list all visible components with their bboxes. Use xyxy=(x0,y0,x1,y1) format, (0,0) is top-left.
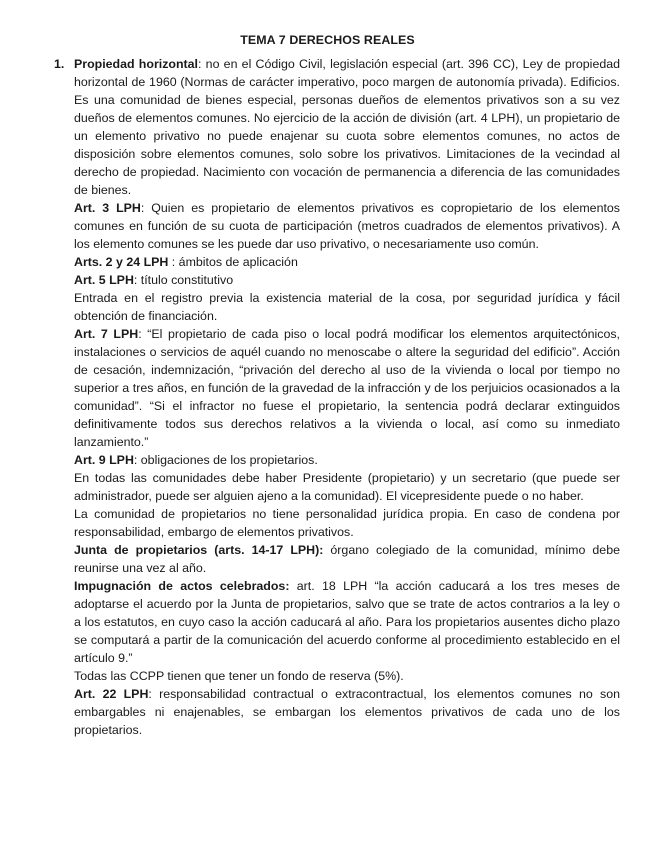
item-heading: Propiedad horizontal xyxy=(74,57,199,71)
numbered-item xyxy=(54,55,621,199)
item-number: 1. xyxy=(54,57,65,71)
paragraph: Art. 22 LPH: responsabilidad contractual o extracontractual, los elementos comunes no son embargables ni enajenables, se embargan los elementos privativos de cada uno de los propietarios. xyxy=(74,687,620,737)
paragraph: Impugnación de actos celebrados: art. 18 LPH “la acción caducará a los tres meses de adoptarse el acuerdo por la Junta de propietarios, salvo que se trate de actos contrarios a la ley o a los estatutos, en cuyo caso la acción caducará al año. Para los propietarios ausentes dicho plazo se computará a partir de la comunicación del acuerdo conforme al procedimiento establecido en el artículo 9.” xyxy=(74,579,620,665)
paragraph: Todas las CCPP tienen que tener un fondo de reserva (5%). xyxy=(74,669,404,683)
paragraph: En todas las comunidades debe haber Presidente (propietario) y un secretario (que puede ser administrador, puede ser alguien ajeno a la comunidad). El vicepresidente puede o no haber. xyxy=(74,471,620,503)
paragraph: Entrada en el registro previa la existencia material de la cosa, por seguridad jurídica y fácil obtención de financiación. xyxy=(74,291,620,323)
item-intro-text: : no en el Código Civil, legislación especial (art. 396 CC), Ley de propiedad horizontal de 1960 (Normas de carácter imperativo, poco margen de autonomía privada). Edificios. Es una comunidad de bienes especial, personas dueños de elementos privativos son a su vez dueños de elementos comunes. No ejercicio de la acción de división (art. 4 LPH), un propietario de un elemento privativo no puede enajenar su cuota sobre elementos comunes, no actos de disposición sobre elementos comunes, solo sobre los privativos. Limitaciones de la vecindad al derecho de propiedad. Nacimiento con vocación de permanencia a diferencia de las comunidades de bienes. xyxy=(74,57,621,197)
paragraph: Arts. 2 y 24 LPH : ámbitos de aplicación xyxy=(74,255,298,269)
document-body xyxy=(54,55,621,739)
paragraph: Art. 5 LPH: título constitutivo xyxy=(74,273,234,287)
paragraph: Art. 7 LPH: “El propietario de cada piso o local podrá modificar los elementos arquitectónicos, instalaciones o servicios de aquél cuando no menoscabe o altere la seguridad del edificio”. Acción de cesación, indemnización, “privación del derecho al uso de la vivienda o local por tiempo no superior a tres años, en función de la gravedad de la infracción y de los perjuicios ocasionados a la comunidad”. “Si el infractor no fuese el propietario, la sentencia podrá declarar extinguidos definitivamente todos sus derechos relativos a la vivienda o local, así como su inmediato lanzamiento.” xyxy=(74,327,620,449)
item-intro-paragraph xyxy=(74,55,620,199)
paragraph: La comunidad de propietarios no tiene personalidad jurídica propia. En caso de condena por responsabilidad, embargo de elementos privativos. xyxy=(74,507,620,539)
paragraph: Art. 3 LPH: Quien es propietario de elementos privativos es copropietario de los elementos comunes en función de su cuota de participación (metros cuadrados de elementos privativos). A los elemento comunes se les puede dar uso privativo, o necesariamente uso común. xyxy=(74,201,620,251)
paragraph: Junta de propietarios (arts. 14-17 LPH): órgano colegiado de la comunidad, mínimo debe reunirse una vez al año. xyxy=(74,543,620,575)
paragraph: Art. 9 LPH: obligaciones de los propietarios. xyxy=(74,453,318,467)
document-title: TEMA 7 DERECHOS REALES xyxy=(240,33,415,47)
